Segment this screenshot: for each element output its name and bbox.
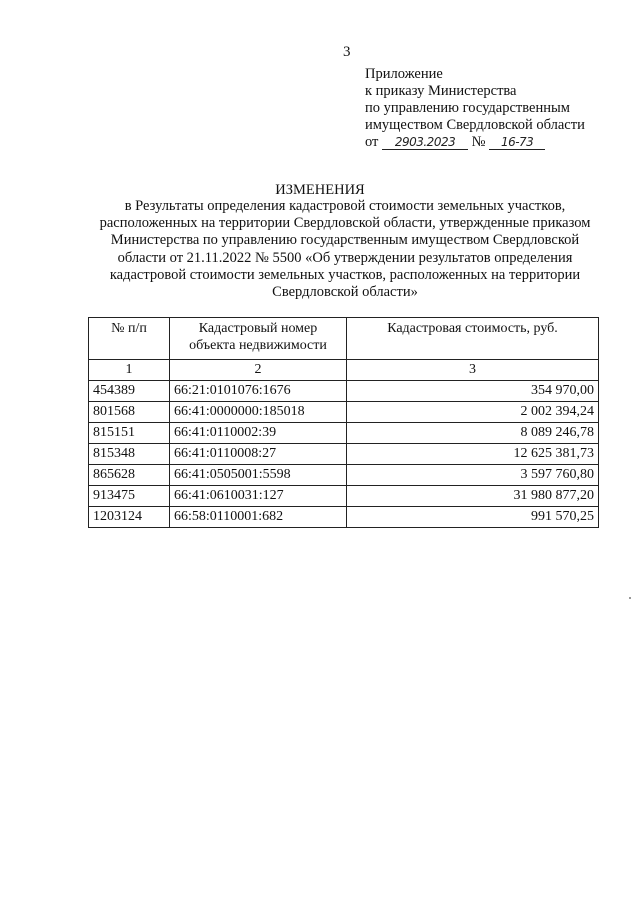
cadastral-table: [88, 317, 599, 528]
cell-index: 454389: [89, 381, 170, 402]
column-number: 3: [347, 360, 599, 381]
table-row: [89, 402, 599, 423]
appendix-line: Приложение: [365, 66, 443, 82]
cell-cadastral-value: 3 597 760,80: [347, 465, 599, 486]
cell-index: 1203124: [89, 507, 170, 528]
cell-index: 865628: [89, 465, 170, 486]
appendix-line: по управлению государственным: [365, 100, 570, 116]
cell-cadastral-number: 66:21:0101076:1676: [170, 381, 347, 402]
table-row: [89, 423, 599, 444]
handwritten-date: 2903.2023: [382, 135, 468, 150]
number-label: №: [471, 134, 486, 150]
cell-cadastral-number: 66:41:0505001:5598: [170, 465, 347, 486]
cell-cadastral-value: 31 980 877,20: [347, 486, 599, 507]
cell-index: 801568: [89, 402, 170, 423]
header-cadastral-number: Кадастровый номер объекта недвижимости: [170, 318, 347, 360]
cell-index: 913475: [89, 486, 170, 507]
table-row: [89, 486, 599, 507]
from-label: от: [365, 134, 379, 150]
table-row: [89, 507, 599, 528]
header-index: № п/п: [89, 318, 170, 360]
table-row: [89, 381, 599, 402]
cell-cadastral-value: 354 970,00: [347, 381, 599, 402]
cell-cadastral-number: 66:41:0110002:39: [170, 423, 347, 444]
order-date-number-line: [365, 134, 585, 151]
cell-cadastral-number: 66:41:0000000:185018: [170, 402, 347, 423]
handwritten-order-number: 16-73: [489, 135, 545, 150]
cell-cadastral-value: 8 089 246,78: [347, 423, 599, 444]
cell-cadastral-number: 66:41:0110008:27: [170, 444, 347, 465]
appendix-line: к приказу Министерства: [365, 83, 517, 99]
table-row: [89, 465, 599, 486]
column-number: 1: [89, 360, 170, 381]
cell-index: 815348: [89, 444, 170, 465]
appendix-line: имуществом Свердловской области: [365, 117, 585, 133]
document-subtitle: в Результаты определения кадастровой стоимости земельных участков, расположенных на территории Свердловской области, утвержденные приказом Министерства по управлению государственным имуществом Свердловской области от 21.11.2022 № 5500 «Об утверждении результатов определения кадастровой стоимости земельных участков, расположенных на территории Свердловской области»: [99, 198, 591, 301]
table-header-row: [89, 318, 599, 360]
cell-cadastral-value: 12 625 381,73: [347, 444, 599, 465]
header-cadastral-value: Кадастровая стоимость, руб.: [347, 318, 599, 360]
cell-cadastral-number: 66:58:0110001:682: [170, 507, 347, 528]
table-column-numbers-row: [89, 360, 599, 381]
scan-speck: [629, 597, 631, 599]
column-number: 2: [170, 360, 347, 381]
cell-cadastral-number: 66:41:0610031:127: [170, 486, 347, 507]
appendix-block: [365, 66, 585, 151]
page-number: 3: [343, 44, 351, 60]
cell-index: 815151: [89, 423, 170, 444]
document-heading: ИЗМЕНЕНИЯ: [275, 182, 365, 198]
cell-cadastral-value: 2 002 394,24: [347, 402, 599, 423]
cell-cadastral-value: 991 570,25: [347, 507, 599, 528]
table-row: [89, 444, 599, 465]
